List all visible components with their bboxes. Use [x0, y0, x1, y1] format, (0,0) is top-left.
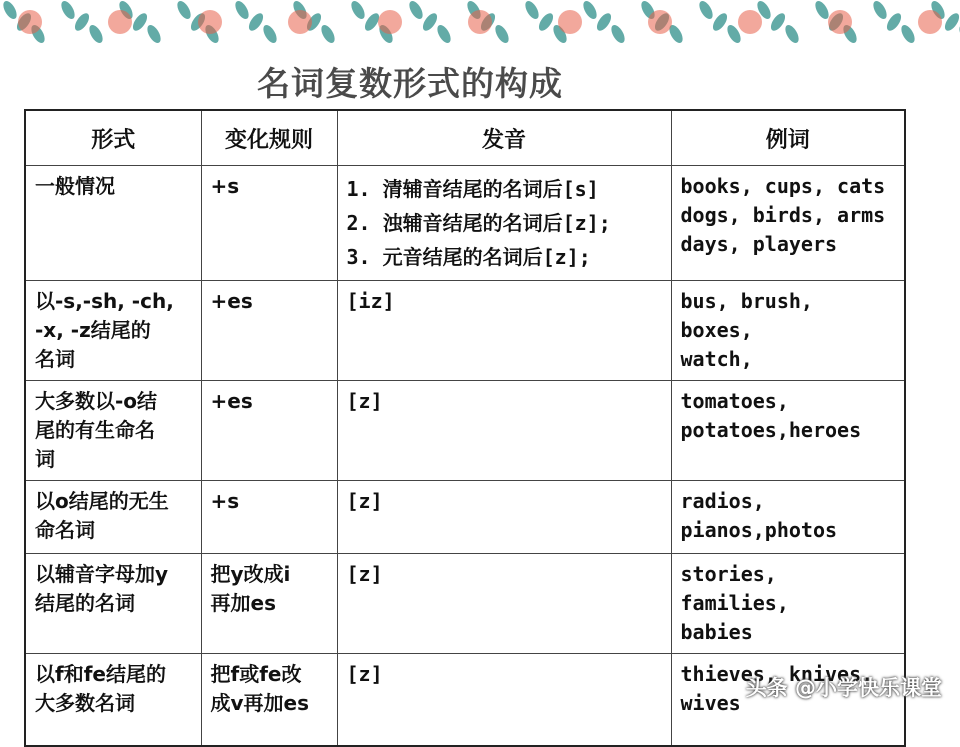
leaf-decoration — [87, 23, 106, 45]
cell-line: pianos,photos — [680, 518, 838, 542]
cell-line: days, players — [680, 232, 838, 256]
cell-line: babies — [680, 620, 753, 644]
cell-line: 以-s,-sh, -ch, — [35, 289, 174, 313]
page-title: 名词复数形式的构成 — [257, 64, 563, 103]
cell-line: 以辅音字母加y — [35, 562, 169, 586]
table-row — [25, 554, 905, 654]
pronunciation-cell — [337, 654, 671, 746]
cell-line: 再加es — [210, 591, 276, 615]
leaf-decoration — [435, 23, 454, 45]
examples-cell — [671, 166, 905, 281]
table-header-row — [25, 110, 905, 166]
cell-line: +es — [210, 389, 253, 413]
cell-line: stories, families, — [680, 562, 789, 615]
flower-decoration — [648, 10, 672, 34]
pronunciation-cell — [337, 381, 671, 481]
form-cell — [25, 281, 201, 381]
pronunciation-cell — [337, 281, 671, 381]
rule-cell — [201, 481, 337, 554]
header-rule: 变化规则 — [201, 110, 337, 166]
cell-line: dogs, birds, arms — [680, 203, 886, 227]
cell-line: 尾的有生命名 — [35, 418, 155, 442]
rule-cell — [201, 381, 337, 481]
leaf-decoration — [536, 11, 556, 33]
cell-line: [z] — [346, 389, 383, 413]
cell-line: 1. 清辅音结尾的名词后[s] — [346, 177, 599, 201]
cell-line: books, cups, cats — [680, 174, 886, 198]
leaf-decoration — [609, 23, 628, 45]
leaf-decoration — [59, 0, 78, 21]
leaf-decoration — [319, 23, 338, 45]
header-pronunciation: 发音 — [337, 110, 671, 166]
cell-line: 词 — [35, 447, 55, 471]
flower-decoration — [198, 10, 222, 34]
leaf-decoration — [768, 11, 788, 33]
cell-line: 成v再加es — [210, 691, 310, 715]
pronunciation-cell — [337, 166, 671, 281]
cell-line: 结尾的名词 — [35, 591, 135, 615]
leaf-decoration — [72, 11, 92, 33]
header-form: 形式 — [25, 110, 201, 166]
leaf-decoration — [884, 11, 904, 33]
leaf-decoration — [813, 0, 832, 21]
table-row — [25, 381, 905, 481]
leaf-decoration — [145, 23, 164, 45]
rule-cell — [201, 281, 337, 381]
flower-decoration — [468, 10, 492, 34]
cell-line: 把y改成i — [210, 562, 291, 586]
flower-decoration — [828, 10, 852, 34]
flower-decoration — [18, 10, 42, 34]
flower-decoration — [738, 10, 762, 34]
cell-line: 名词 — [35, 347, 75, 371]
table-row — [25, 281, 905, 381]
leaf-decoration — [261, 23, 280, 45]
cell-line: 3. 元音结尾的名词后[z]; — [346, 245, 591, 269]
cell-line: 以f和fe结尾的 — [35, 662, 166, 686]
leaf-decoration — [942, 11, 960, 33]
cell-line: 大多数以-o结 — [35, 389, 158, 413]
leaf-decoration — [783, 23, 802, 45]
leaf-decoration — [697, 0, 716, 21]
pronunciation-cell — [337, 554, 671, 654]
leaf-decoration — [899, 23, 918, 45]
leaf-decoration — [1, 0, 20, 21]
examples-cell — [671, 281, 905, 381]
flower-decoration — [288, 10, 312, 34]
rule-cell — [201, 554, 337, 654]
flower-decoration — [108, 10, 132, 34]
leaf-decoration — [130, 11, 150, 33]
leaf-decoration — [233, 0, 252, 21]
cell-line: bus, brush, boxes, — [680, 289, 813, 342]
examples-cell — [671, 481, 905, 554]
leaf-decoration — [523, 0, 542, 21]
leaf-decoration — [175, 0, 194, 21]
cell-line: thieves, knives, — [680, 662, 874, 686]
cell-line: 把f或fe改 — [210, 662, 302, 686]
plural-rules-table — [24, 109, 906, 747]
leaf-decoration — [420, 11, 440, 33]
leaf-decoration — [594, 11, 614, 33]
rule-cell — [201, 654, 337, 746]
cell-line: +s — [210, 174, 240, 198]
cell-line: watch, — [680, 347, 753, 371]
cell-line: tomatoes, — [680, 389, 789, 413]
examples-cell — [671, 554, 905, 654]
flower-decoration — [378, 10, 402, 34]
flower-decoration — [558, 10, 582, 34]
flower-decoration — [918, 10, 942, 34]
header-examples: 例词 — [671, 110, 905, 166]
leaf-decoration — [349, 0, 368, 21]
cell-line: [z] — [346, 662, 383, 686]
cell-line: 命名词 — [35, 518, 95, 542]
examples-cell — [671, 381, 905, 481]
leaf-decoration — [246, 11, 266, 33]
rule-cell — [201, 166, 337, 281]
leaf-decoration — [493, 23, 512, 45]
floral-border — [0, 0, 960, 60]
form-cell — [25, 166, 201, 281]
cell-line: +es — [210, 289, 253, 313]
cell-line: [z] — [346, 562, 383, 586]
cell-line: 一般情况 — [35, 174, 115, 198]
form-cell — [25, 654, 201, 746]
cell-line: radios, — [680, 489, 765, 513]
pronunciation-cell — [337, 481, 671, 554]
watermark: 头条 @小学快乐课堂 — [745, 676, 942, 700]
cell-line: +s — [210, 489, 240, 513]
cell-line: -x, -z结尾的 — [35, 318, 151, 342]
cell-line: 2. 浊辅音结尾的名词后[z]; — [346, 211, 611, 235]
leaf-decoration — [581, 0, 600, 21]
cell-line: [iz] — [346, 289, 395, 313]
table-row — [25, 481, 905, 554]
leaf-decoration — [871, 0, 890, 21]
form-cell — [25, 554, 201, 654]
cell-line: 以o结尾的无生 — [35, 489, 169, 513]
cell-line: 大多数名词 — [35, 691, 135, 715]
form-cell — [25, 481, 201, 554]
form-cell — [25, 381, 201, 481]
cell-line: potatoes,heroes — [680, 418, 862, 442]
leaf-decoration — [710, 11, 730, 33]
leaf-decoration — [407, 0, 426, 21]
cell-line: [z] — [346, 489, 383, 513]
cell-line: wives — [680, 691, 741, 715]
table-row — [25, 166, 905, 281]
